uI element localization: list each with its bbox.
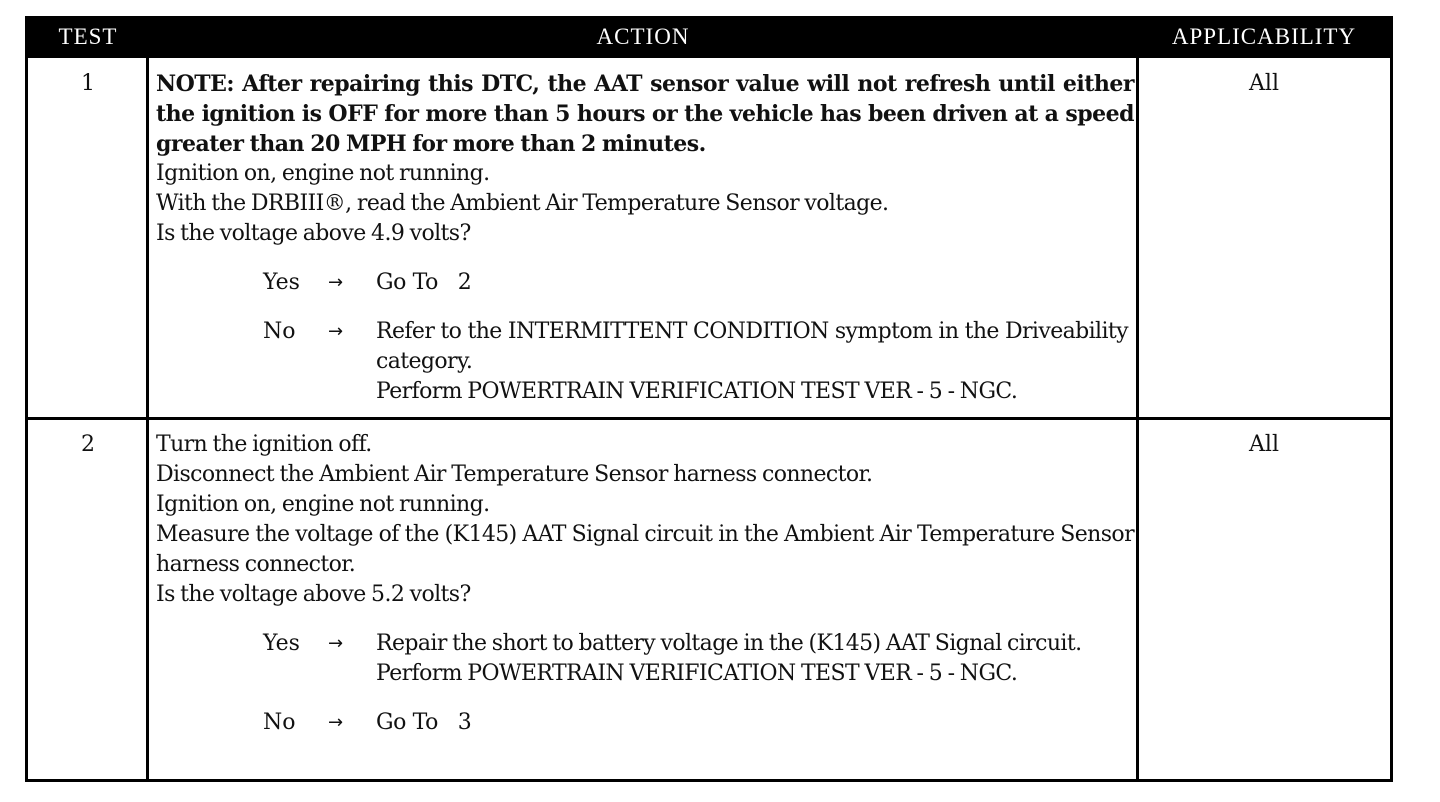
no-branch	[263, 708, 1134, 738]
table-header	[28, 19, 1390, 58]
yes-result-line: Perform POWERTRAIN VERIFICATION TEST VER - 5 - NGC.	[376, 661, 1018, 686]
question-text: Is the voltage above 4.9 volts?	[156, 221, 471, 246]
header-test: TEST	[58, 24, 118, 49]
no-result-line: Refer to the INTERMITTENT CONDITION symptom in the Driveability category.	[376, 319, 1128, 374]
no-result-line: Perform POWERTRAIN VERIFICATION TEST VER - 5 - NGC.	[376, 379, 1018, 404]
step-text: With the DRBIII®, read the Ambient Air Temperature Sensor voltage.	[156, 191, 889, 216]
step-text: Turn the ignition off.	[156, 432, 372, 457]
header-action: ACTION	[596, 24, 690, 49]
applicability-2: All	[1249, 432, 1279, 457]
no-result	[376, 317, 1128, 407]
arrow-icon: →	[328, 272, 344, 293]
action-cell-1	[156, 69, 1134, 407]
action-cell-2	[156, 430, 1134, 738]
test-number-2: 2	[81, 432, 95, 457]
yes-branch	[263, 629, 1134, 689]
yes-result-line: Repair the short to battery voltage in the (K145) AAT Signal circuit.	[376, 631, 1082, 656]
test-number-1: 1	[81, 71, 95, 96]
no-label: No	[263, 710, 296, 735]
row-divider	[28, 417, 1390, 420]
diagnostic-test-table	[25, 16, 1393, 782]
step-text: Disconnect the Ambient Air Temperature Sensor harness connector.	[156, 462, 873, 487]
step-text: Ignition on, engine not running.	[156, 492, 490, 517]
no-branch	[263, 317, 1134, 407]
yes-label: Yes	[263, 631, 300, 656]
step-text: Ignition on, engine not running.	[156, 161, 490, 186]
arrow-icon: →	[328, 321, 344, 342]
applicability-1: All	[1249, 71, 1279, 96]
arrow-icon: →	[328, 633, 344, 654]
arrow-icon: →	[328, 712, 344, 733]
yes-label: Yes	[263, 270, 300, 295]
note-text: NOTE: After repairing this DTC, the AAT sensor value will not refresh until either the ignition is OFF for more than 5 hours or the vehicle has been driven at a speed greater than 20 MPH for more than 2 minutes.	[156, 71, 1134, 157]
header-applicability: APPLICABILITY	[1171, 24, 1357, 49]
step-text: Measure the voltage of the (K145) AAT Signal circuit in the Ambient Air Temperature Sensor harness connector.	[156, 522, 1134, 577]
yes-result: Go To 2	[376, 270, 472, 295]
no-label: No	[263, 319, 296, 344]
yes-result	[376, 629, 1128, 689]
no-result: Go To 3	[376, 710, 472, 735]
yes-branch	[263, 268, 1134, 298]
question-text: Is the voltage above 5.2 volts?	[156, 582, 471, 607]
